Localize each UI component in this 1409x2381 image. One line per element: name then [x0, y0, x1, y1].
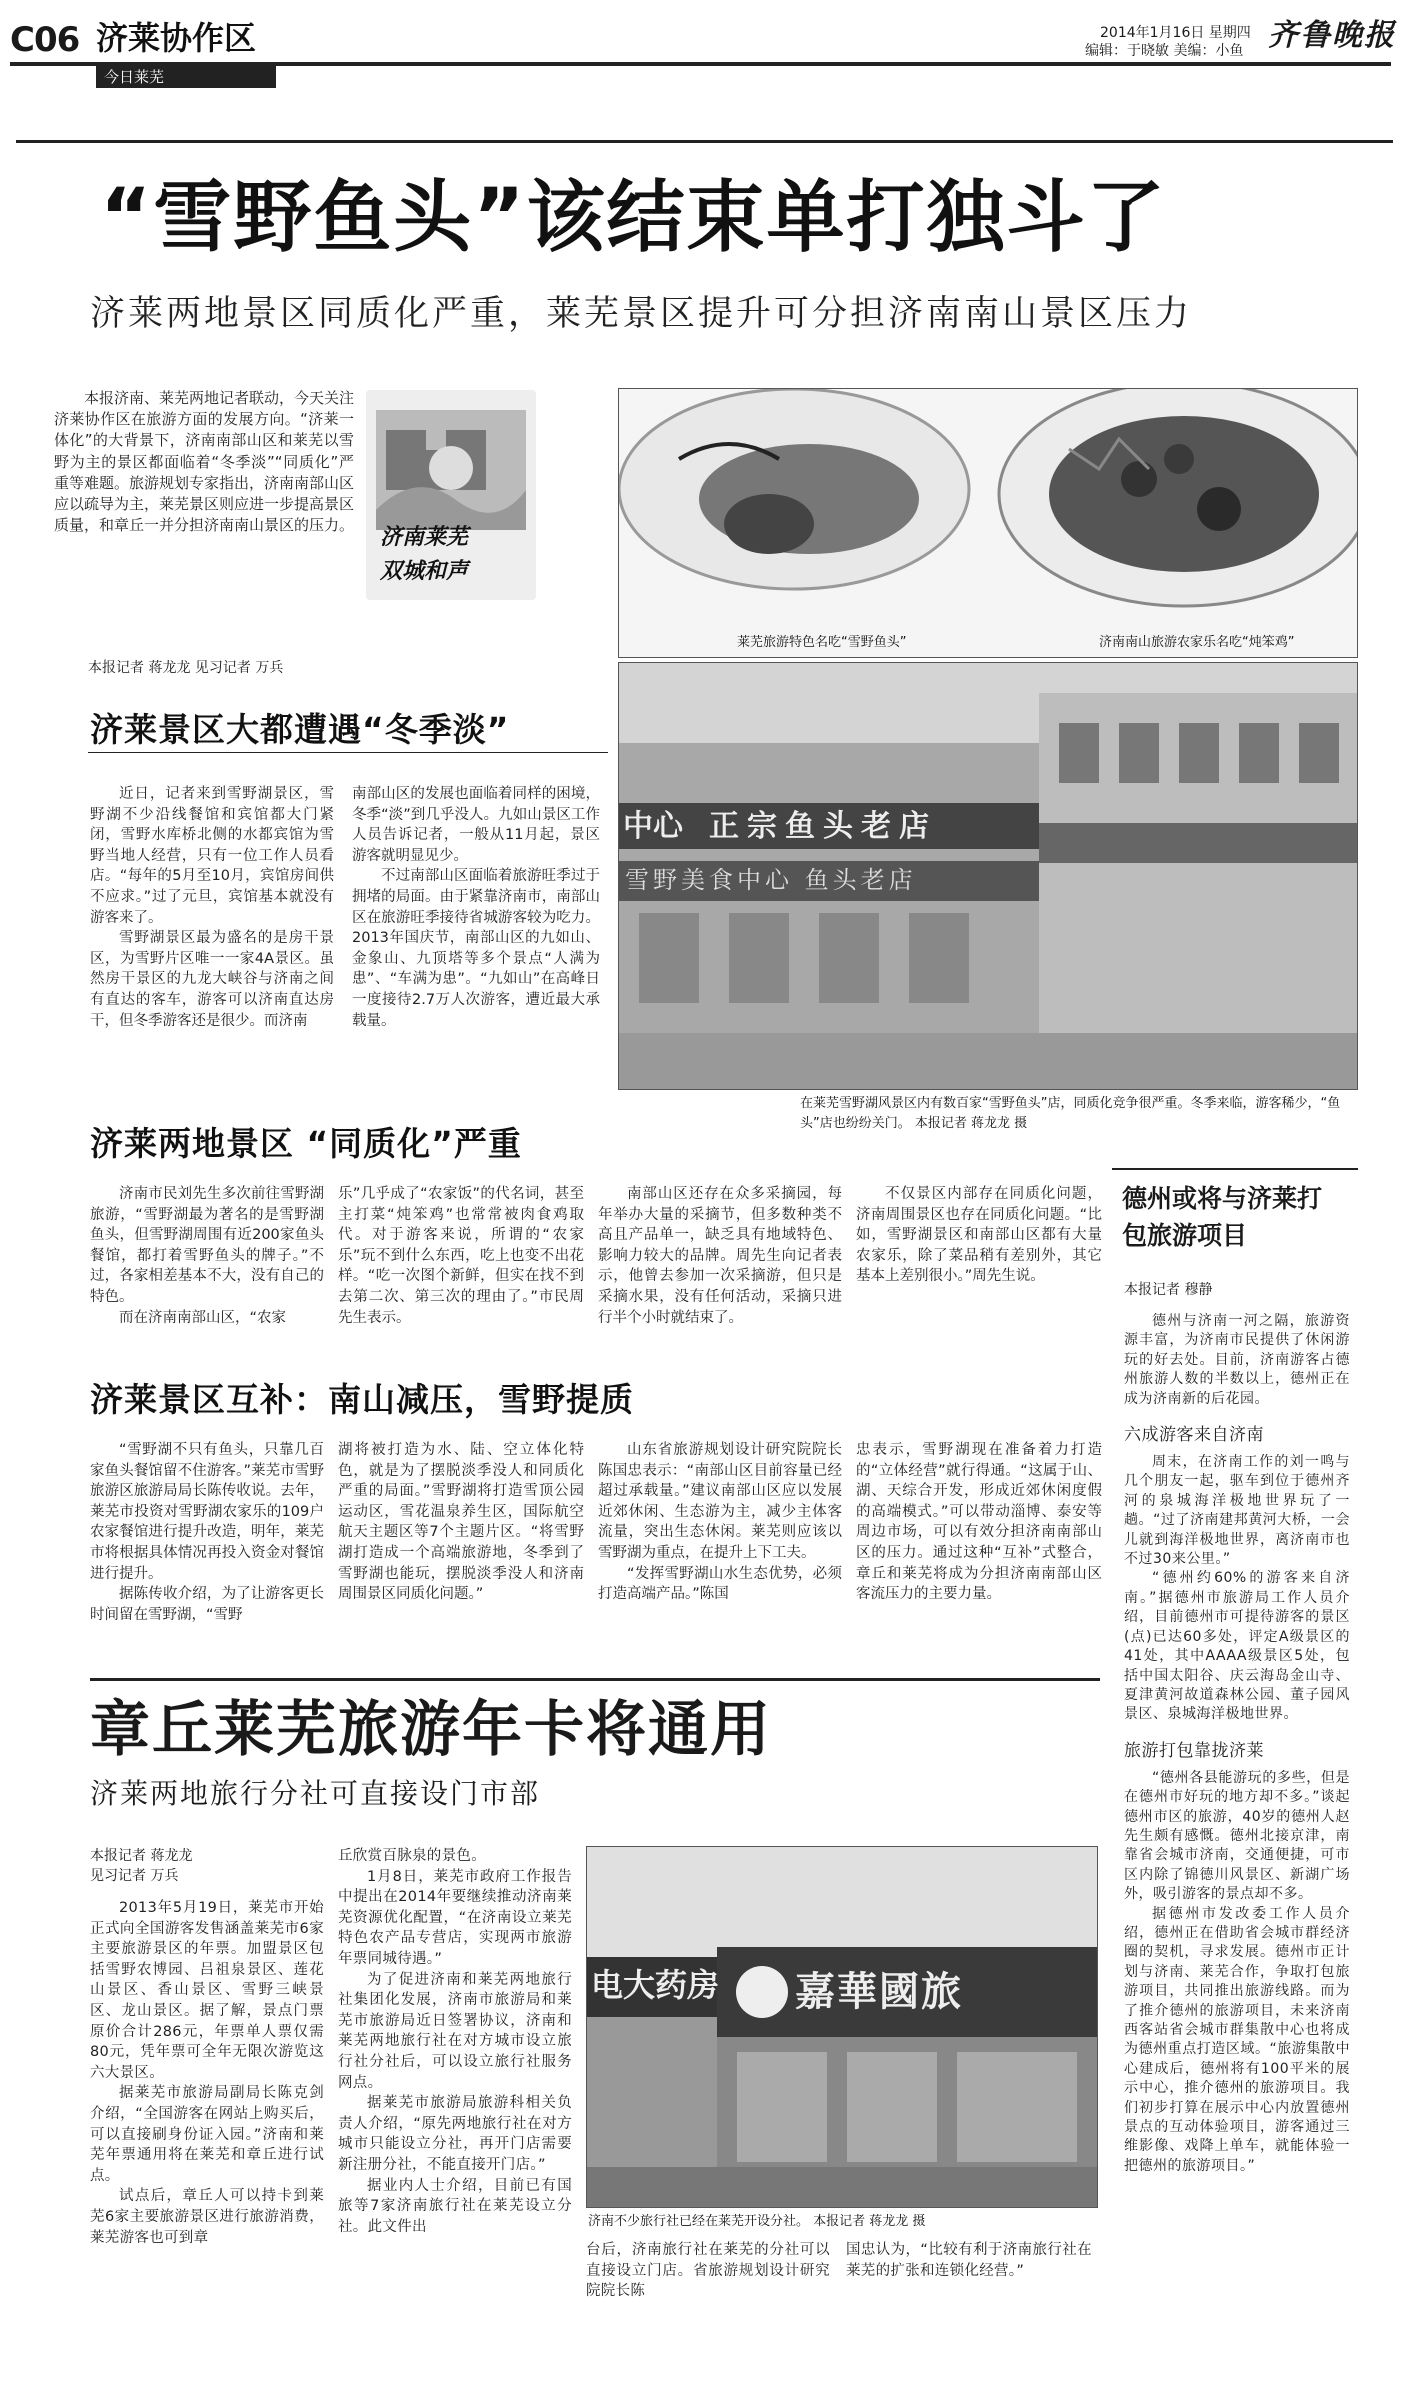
section-heading-homogeneity: 济莱两地景区 “同质化”严重	[90, 1124, 522, 1163]
story2-paragraph: 试点后，章丘人可以持卡到莱芜6家主要旅游景区进行旅游消费，莱芜游客也可到章	[90, 2188, 324, 2246]
story2-paragraph: 丘欣赏百脉泉的景色。	[338, 1848, 486, 1864]
story2-paragraph: 据莱芜市旅游局副局长陈克剑介绍，“全国游客在网站上购买后，可以直接刷身份证入园。”济南和莱芜年票通用将在莱芜和章丘进行试点。	[90, 2085, 324, 2184]
sub-section-tab: 今日莱芜	[96, 66, 276, 88]
s3-paragraph: “发挥雪野湖山水生态优势，必须打造高端产品。”陈国	[598, 1565, 842, 1603]
sidebar-byline: 本报记者 穆静	[1124, 1282, 1213, 1298]
sidebar-subhead-2: 旅游打包靠拢济莱	[1124, 1740, 1264, 1761]
story2-paragraph: 2013年5月19日，莱芜市开始正式向全国游客发售涵盖莱芜市6家主要旅游景区的年票。加盟景区包括雪野农博园、吕祖泉景区、莲花山景区、香山景区、雪野三峡景区、龙山景区。据了解，景点门票原价合计286元，年票单人票仅需80元，凭年票可全年无限次游览这六大景区。	[90, 1900, 324, 2081]
restaurant-street-photo	[618, 662, 1358, 1090]
s2-paragraph: 乐”几乎成了“农家饭”的代名词，甚至主打菜“炖笨鸡”也常常被肉食鸡取代。对于游客来说，所谓的“农家乐”玩不到什么东西，吃上也变不出花样。“吃一次图个新鲜，但实在找不到去第二次、第三次的理由了。”市民周先生表示。	[338, 1186, 584, 1326]
intro-paragraph: 本报济南、莱芜两地记者联动，今天关注济莱协作区在旅游方面的发展方向。“济莱一体化”的大背景下，济南南部山区和莱芜以雪野为主的景区都面临着“冬季淡”“同质化”严重等难题。旅游规划专家指出，济南南部山区应以疏导为主，莱芜景区则应进一步提高景区质量，和章丘一并分担济南南山景区的压力。	[54, 389, 355, 535]
story2-paragraph: 国忠认为，“比较有利于济南旅行社在莱芜的扩张和连锁化经营。”	[846, 2242, 1092, 2279]
s2-paragraph: 不仅景区内部存在同质化问题，济南周围景区也存在同质化问题。“比如，雪野湖景区和南部山区都有大量农家乐，除了菜品稍有差别外，其它基本上差别很小。”周先生说。	[856, 1186, 1102, 1285]
chicken-caption: 济南南山旅游农家乐名吃“炖笨鸡”	[1099, 635, 1295, 650]
story2-byline-2: 见习记者 万兵	[90, 1868, 179, 1884]
travel-photo-caption: 济南不少旅行社已经在莱芜开设分社。 本报记者 蒋龙龙 摄	[588, 2214, 926, 2229]
section2-col2	[338, 1184, 584, 1328]
section-heading-complement: 济莱景区互补：南山减压，雪野提质	[90, 1380, 634, 1419]
top-rule	[16, 140, 1393, 143]
section2-col3	[598, 1184, 842, 1328]
shop-sign-2: 中心	[623, 809, 683, 844]
story2-headline: 章丘莱芜旅游年卡将通用	[90, 1695, 772, 1765]
s3-paragraph: 忠表示，雪野湖现在准备着力打造的“立体经营”就行得通。“这属于山、湖、天综合开发，形成近郊休闲度假的高端模式。”可以带动淄博、泰安等周边市场，可以有效分担济南南部山区的压力。通过这种“互补”式整合，章丘和莱芜将成为分担济南南部山区客流压力的主要力量。	[856, 1442, 1102, 1603]
shop-sign-pharmacy: 电大药房	[591, 1966, 720, 2004]
section3-col1	[90, 1440, 324, 1625]
issue-date: 2014年1月16日 星期四	[1100, 25, 1251, 41]
shop-sign-travel: 嘉華國旅	[795, 1968, 963, 2015]
sidebar-subhead-1: 六成游客来自济南	[1124, 1425, 1264, 1446]
sidebar-text	[1124, 1312, 1350, 2176]
story2-paragraph: 台后，济南旅行社在莱芜的分社可以直接设立门店。省旅游规划设计研究院院长陈	[586, 2242, 830, 2300]
story2-paragraph: 1月8日，莱芜市政府工作报告中提出在2014年要继续推动济南莱芜资源优化配置，“在济南设立莱芜特色农产品专营店，实现两市旅游年票同城待遇。”	[338, 1868, 572, 1967]
page-number: C06	[10, 20, 80, 60]
newspaper-logo: 齐鲁晚报	[1268, 18, 1396, 53]
story2-col4	[846, 2240, 1092, 2281]
lead-headline: “雪野鱼头”该结束单打独斗了	[100, 173, 1167, 263]
s3-paragraph: “雪野湖不只有鱼头，只靠几百家鱼头餐馆留不住游客。”莱芜市雪野旅游区旅游局局长陈传收说。去年，莱芜市投资对雪野湖农家乐的109户农家餐馆进行提升改造，明年，莱芜市将根据具体情况再投入资金对餐馆进行提升。	[90, 1442, 324, 1582]
series-logo	[366, 390, 536, 600]
section2-col1	[90, 1184, 324, 1328]
food-dishes-image	[619, 389, 1358, 658]
sidebar-paragraph: “德州各县能游玩的多些，但是在德州市好玩的地方却不多。”谈起德州市区的旅游，40岁的德州人赵先生颇有感慨。德州北接京津，南靠省会城市济南，交通便捷，可市区内除了锦德川风景区、新湖广场外，吸引游客的景点却不多。	[1124, 1769, 1350, 1903]
s1-paragraph: 雪野湖景区最为盛名的是房干景区，为雪野片区唯一一家4A景区。虽然房干景区的九龙大峡谷与济南之间有直达的客车，游客可以济南直达房干，但冬季游客还是很少。而济南	[90, 930, 334, 1029]
s1-paragraph: 不过南部山区面临着旅游旺季过于拥堵的局面。由于紧靠济南市，南部山区在旅游旺季接待省城游客较为吃力。2013年国庆节，南部山区的九如山、金象山、九顶塔等多个景点“人满为患”、“车满为患”。“九如山”在高峰日一度接待2.7万人次游客，遭近最大承载量。	[352, 868, 600, 1029]
series-logo-text: 济南莱芜 双城和声	[380, 524, 469, 584]
story2-col3	[586, 2240, 830, 2302]
story2-col2	[338, 1846, 572, 2237]
lead-deck: 济莱两地景区同质化严重，莱芜景区提升可分担济南南山景区压力	[90, 294, 1193, 334]
section1-col2	[352, 784, 600, 1031]
sidebar-paragraph: 德州与济南一河之隔，旅游资源丰富，为济南市民提供了休闲游玩的好去处。目前，济南游客占德州旅游人数的半数以上，德州正在成为济南新的后花园。	[1124, 1313, 1350, 1407]
shop-sign-1: 正宗鱼头老店	[709, 809, 937, 844]
s2-paragraph: 而在济南南部山区，“农家	[119, 1309, 287, 1326]
s3-paragraph: 山东省旅游规划设计研究院院长陈国忠表示：“南部山区目前容量已经超过承载量。”建议南部山区应以发展近郊休闲、生态游为主，减少主体客流量，突出生态休闲。莱芜则应该以雪野湖为重点，在提升上下工夫。	[598, 1442, 842, 1561]
food-photo	[618, 388, 1358, 658]
story2-deck: 济莱两地旅行分社可直接设门市部	[90, 1777, 541, 1810]
story2-col1	[90, 1898, 324, 2248]
storefront-image	[587, 1847, 1098, 2208]
fish-caption: 莱芜旅游特色名吃“雪野鱼头”	[737, 635, 907, 650]
story2-byline-1: 本报记者 蒋龙龙	[90, 1848, 193, 1864]
section3-col4	[856, 1440, 1102, 1605]
s2-paragraph: 济南市民刘先生多次前往雪野湖旅游，“雪野湖最为著名的是雪野湖鱼头，但雪野湖周围有近200家鱼头餐馆，都打着雪野鱼头的牌子。”不过，各家相差基本不大，没有自己的特色。	[90, 1186, 324, 1305]
section2-col4	[856, 1184, 1102, 1287]
travel-agency-photo	[586, 1846, 1098, 2208]
street-photo-caption: 在莱芜雪野湖风景区内有数百家“雪野鱼头”店，同质化竞争很严重。冬季来临，游客稀少，“鱼头”店也纷纷关门。 本报记者 蒋龙龙 摄	[800, 1096, 1341, 1131]
lead-intro	[54, 388, 354, 536]
s1-paragraph: 南部山区的发展也面临着同样的困境，冬季“淡”到几乎没人。九如山景区工作人员告诉记者，一般从11月起，景区游客就明显见少。	[352, 786, 600, 864]
s2-paragraph: 南部山区还存在众多采摘园，每年举办大量的采摘节，但多数种类不高且产品单一，缺乏具有地域特色、影响力较大的品牌。周先生向记者表示，他曾去参加一次采摘游，但只是采摘水果，没有任何活动，采摘只进行半个小时就结束了。	[598, 1186, 842, 1326]
section-rule-1	[88, 752, 608, 753]
sidebar-top-rule	[1112, 1168, 1358, 1170]
shop-sign-3: 雪野美食中心 鱼头老店	[625, 866, 917, 894]
section1-col1	[90, 784, 334, 1031]
section-heading-winter: 济莱景区大都遭遇“冬季淡”	[90, 710, 510, 749]
sidebar-paragraph: “德州约60%的游客来自济南。”据德州市旅游局工作人员介绍，目前德州市可提待游客的景区(点)已达60多处，评定A级景区的41处，其中AAAA级景区5处，包括中国太阳谷、庆云海岛金山寺、夏津黄河故道森林公园、董子园风景区、泉城海洋极地世界。	[1124, 1570, 1350, 1723]
sidebar-paragraph: 据德州市发改委工作人员介绍，德州正在借助省会城市群经济圈的契机，寻求发展。德州市正计划与济南、莱芜合作，争取打包旅游项目，共同推出旅游线路。而为了推介德州的旅游项目，未来济南西客站省会城市群集散中心也将成为德州重点打造区域。“旅游集散中心建成后，德州将有100平米的展示中心，推介德州的旅游项目。我们初步打算在展示中心内放置德州景点的互动体验项目，游客通过三维影像、戏降上单车，就能体验一把德州的旅游项目。”	[1124, 1905, 1350, 2174]
s3-paragraph: 湖将被打造为水、陆、空立体化特色，就是为了摆脱淡季没人和同质化严重的局面。”雪野湖将打造雪顶公园运动区，雪花温泉养生区，国际航空航天主题区等7个主题片区。“将雪野湖打造成一个高端旅游地，冬季到了雪野湖也能玩，摆脱淡季没人和济南周围景区同质化问题。”	[338, 1442, 584, 1603]
page-header	[0, 0, 1409, 92]
story2-paragraph: 为了促进济南和莱芜两地旅行社集团化发展，济南市旅游局和莱芜市旅游局近日签署协议，济南和莱芜两地旅行社在对方城市设立旅行社分社后，可以设立旅行社服务网点。	[338, 1971, 572, 2091]
section3-col3	[598, 1440, 842, 1605]
s3-paragraph: 据陈传收介绍，为了让游客更长时间留在雪野湖，“雪野	[90, 1586, 324, 1623]
sidebar-headline: 德州或将与济莱打包旅游项目	[1122, 1184, 1323, 1250]
story2-paragraph: 据莱芜市旅游局旅游科相关负责人介绍，“原先两地旅行社在对方城市只能设立分社，再开门店需要新注册分社，不能直接开门店。”	[338, 2095, 572, 2173]
editors: 编辑：于晓敏 美编：小鱼	[1085, 43, 1244, 59]
sidebar-paragraph: 周末，在济南工作的刘一鸣与几个朋友一起，驱车到位于德州齐河的泉城海洋极地世界玩了一趟。“过了济南建邦黄河大桥，一会儿就到海洋极地世界，离济南市也不过30来公里。”	[1124, 1454, 1350, 1568]
lead-byline: 本报记者 蒋龙龙 见习记者 万兵	[88, 660, 284, 676]
s1-paragraph: 近日，记者来到雪野湖景区，雪野湖不少沿线餐馆和宾馆都大门紧闭，雪野水库桥北侧的水都宾馆为雪野当地人经营，只有一位工作人员看店。“每年的5月至10月，宾馆房间供不应求。”过了元旦，宾馆基本就没有游客来了。	[90, 786, 334, 926]
story2-rule	[90, 1678, 1100, 1681]
section3-col2	[338, 1440, 584, 1605]
section-name: 济莱协作区	[96, 19, 257, 57]
story2-paragraph: 据业内人士介绍，目前已有国旅等7家济南旅行社在莱芜设立分社。此文件出	[338, 2177, 572, 2235]
